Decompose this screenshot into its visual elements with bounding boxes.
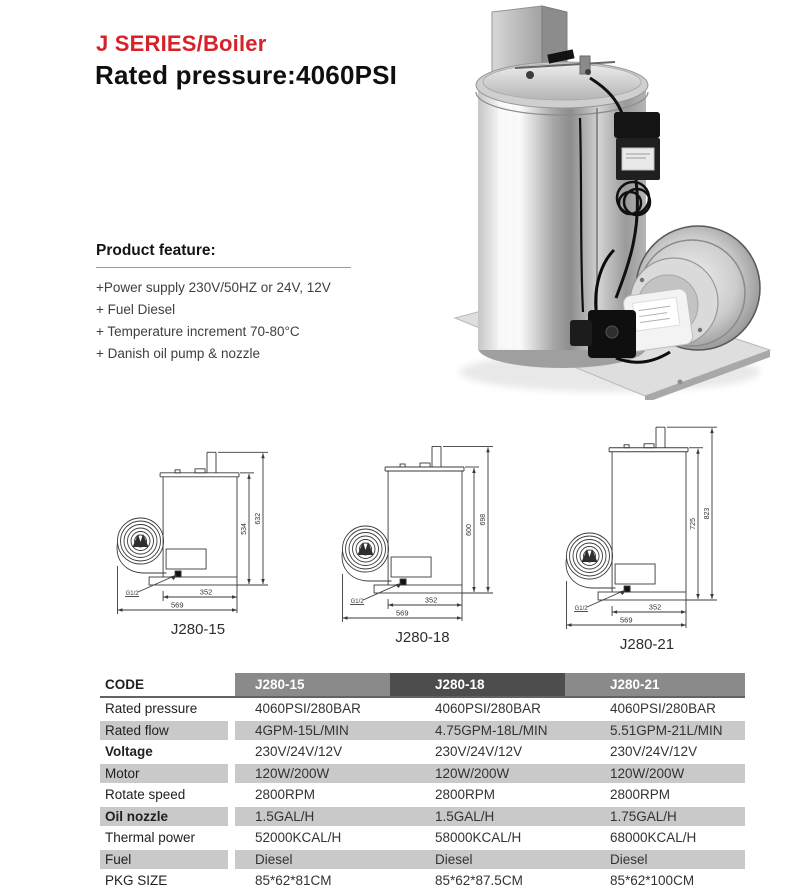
feature-item: + Temperature increment 70-80°C bbox=[96, 324, 300, 339]
dim-width: 352 bbox=[424, 595, 437, 605]
features-heading: Product feature: bbox=[96, 242, 351, 268]
row-label: Fuel bbox=[100, 849, 228, 871]
series-title: J SERIES/Boiler bbox=[96, 31, 267, 56]
cell-motor-j280-21: 120W/200W bbox=[565, 763, 745, 785]
spec-header-row bbox=[100, 673, 745, 698]
drawing-label: J280-15 bbox=[170, 621, 226, 638]
cell-rated-flow-j280-21: 5.51GPM-21L/MIN bbox=[565, 720, 745, 742]
drawing-block-j280-21 bbox=[549, 413, 745, 653]
cell-motor-j280-15: 120W/200W bbox=[235, 763, 390, 785]
column-gap bbox=[228, 806, 235, 828]
cell-rated-flow-j280-15: 4GPM-15L/MIN bbox=[235, 720, 390, 742]
column-header-j280-21: J280-21 bbox=[565, 673, 745, 696]
column-header-j280-18: J280-18 bbox=[390, 673, 565, 696]
product-features bbox=[96, 242, 376, 361]
cell-pkg-size-j280-15: 85*62*81CM bbox=[255, 873, 332, 889]
cell-pkg-size-j280-21: 85*62*100CM bbox=[610, 873, 695, 889]
column-header-j280-15: J280-15 bbox=[235, 673, 390, 696]
cell-motor-j280-18: 120W/200W bbox=[390, 763, 565, 785]
cell-thermal-power-j280-15: 52000KCAL/H bbox=[255, 830, 342, 846]
technical-drawing-j280-18 bbox=[325, 432, 521, 627]
code-header: CODE bbox=[105, 677, 145, 692]
row-label: Rated flow bbox=[100, 720, 228, 742]
cell-rated-pressure-j280-15: 4060PSI/280BAR bbox=[255, 701, 361, 717]
column-gap bbox=[228, 698, 235, 720]
dim-body-height: 534 bbox=[241, 523, 248, 535]
fitting-label: G1/2 bbox=[574, 606, 588, 612]
dim-base-width: 569 bbox=[170, 600, 184, 610]
row-label: Rated pressure bbox=[105, 701, 198, 717]
cell-fuel-j280-21: Diesel bbox=[565, 849, 745, 871]
spec-row-pkg-size bbox=[100, 870, 745, 890]
dim-base-width: 569 bbox=[619, 615, 633, 625]
technical-drawing-j280-21 bbox=[549, 413, 745, 634]
column-gap bbox=[228, 784, 235, 806]
drawing-label: J280-18 bbox=[395, 629, 450, 646]
dim-body-height: 725 bbox=[690, 518, 697, 530]
drawing-block-j280-18 bbox=[325, 432, 521, 646]
cell-oil-nozzle-j280-15: 1.5GAL/H bbox=[235, 806, 390, 828]
cell-oil-nozzle-j280-18: 1.5GAL/H bbox=[390, 806, 565, 828]
dim-total-height: 823 bbox=[704, 507, 711, 520]
cell-rotate-speed-j280-15: 2800RPM bbox=[255, 787, 316, 803]
dim-total-height: 698 bbox=[479, 513, 487, 526]
dim-width: 352 bbox=[648, 602, 662, 612]
cell-pkg-size-j280-18: 85*62*87.5CM bbox=[435, 873, 523, 889]
row-label: PKG SIZE bbox=[105, 873, 168, 889]
cell-fuel-j280-18: Diesel bbox=[390, 849, 565, 871]
cell-thermal-power-j280-21: 68000KCAL/H bbox=[610, 830, 697, 846]
feature-item: +Power supply 230V/50HZ or 24V, 12V bbox=[96, 280, 331, 295]
feature-list bbox=[96, 280, 376, 361]
product-photo bbox=[430, 0, 800, 400]
fitting-label: G1/2 bbox=[125, 591, 139, 597]
spec-row-rated-flow bbox=[100, 720, 745, 742]
spec-row-rated-pressure bbox=[100, 698, 745, 720]
column-gap bbox=[228, 763, 235, 785]
drawing-block-j280-15 bbox=[100, 438, 296, 638]
cell-rated-pressure-j280-18: 4060PSI/280BAR bbox=[435, 701, 541, 717]
row-label: Oil nozzle bbox=[100, 806, 228, 828]
cell-rated-flow-j280-18: 4.75GPM-18L/MIN bbox=[390, 720, 565, 742]
spec-row-oil-nozzle bbox=[100, 806, 745, 828]
cell-voltage-j280-15: 230V/24V/12V bbox=[255, 744, 343, 760]
column-gap bbox=[228, 849, 235, 871]
pressure-title: Rated pressure:4060PSI bbox=[95, 60, 398, 90]
spec-row-voltage bbox=[100, 741, 745, 763]
cell-rotate-speed-j280-21: 2800RPM bbox=[610, 787, 671, 803]
dim-width: 352 bbox=[199, 587, 213, 597]
row-label: Motor bbox=[100, 763, 228, 785]
dim-total-height: 632 bbox=[255, 512, 262, 525]
dim-body-height: 600 bbox=[465, 524, 473, 536]
dim-base-width: 569 bbox=[395, 608, 409, 618]
cell-oil-nozzle-j280-21: 1.75GAL/H bbox=[565, 806, 745, 828]
column-gap bbox=[228, 673, 235, 696]
column-gap bbox=[228, 741, 235, 763]
cell-voltage-j280-21: 230V/24V/12V bbox=[610, 744, 698, 760]
cell-rated-pressure-j280-21: 4060PSI/280BAR bbox=[610, 701, 716, 717]
column-gap bbox=[228, 827, 235, 849]
column-gap bbox=[228, 870, 235, 890]
drawing-label: J280-21 bbox=[619, 636, 675, 653]
column-gap bbox=[228, 720, 235, 742]
spec-row-fuel bbox=[100, 849, 745, 871]
row-label: Voltage bbox=[105, 744, 153, 760]
row-label: Rotate speed bbox=[105, 787, 186, 803]
cell-thermal-power-j280-18: 58000KCAL/H bbox=[435, 830, 522, 846]
spec-row-motor bbox=[100, 763, 745, 785]
row-label: Thermal power bbox=[105, 830, 196, 846]
spec-row-thermal-power bbox=[100, 827, 745, 849]
spec-row-rotate-speed bbox=[100, 784, 745, 806]
technical-drawing-j280-15 bbox=[100, 438, 296, 619]
drawings-row bbox=[100, 408, 745, 653]
cell-voltage-j280-18: 230V/24V/12V bbox=[435, 744, 523, 760]
feature-item: + Danish oil pump & nozzle bbox=[96, 346, 260, 361]
feature-item: + Fuel Diesel bbox=[96, 302, 176, 317]
fitting-label: G1/2 bbox=[350, 599, 364, 605]
cell-rotate-speed-j280-18: 2800RPM bbox=[435, 787, 496, 803]
cell-fuel-j280-15: Diesel bbox=[235, 849, 390, 871]
spec-table bbox=[100, 673, 745, 890]
